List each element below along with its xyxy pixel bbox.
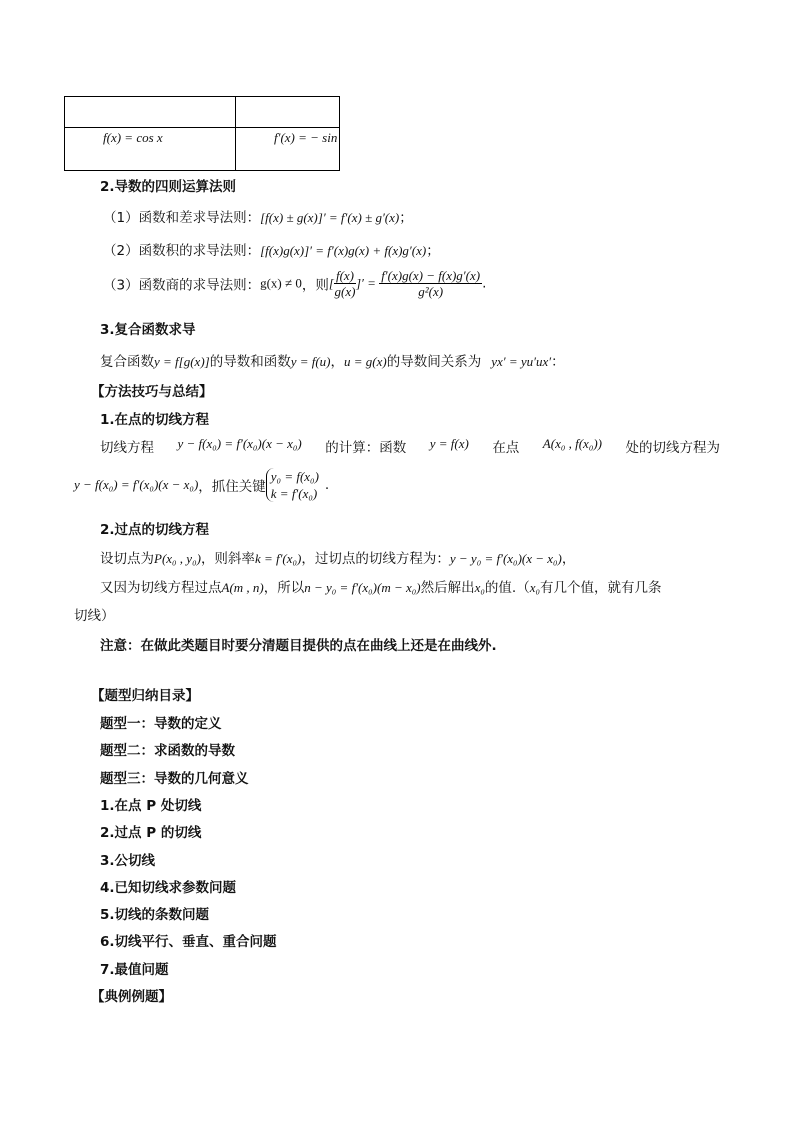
table-cell (236, 97, 340, 128)
table-cell (236, 128, 340, 171)
rule-mid: ，则 (301, 277, 329, 294)
tangent-through-point-line2: 又因为切线方程过点A(m , n)，所以n − y₀ = f′(x₀)(m − x₀)然后解出x₀的值.（x₀有几个值，就有几条 (100, 580, 662, 596)
examples-heading: 【典例例题】 (91, 989, 172, 1005)
note-text: 注意：在做此类题目时要分清题目提供的点在曲线上还是在曲线外. (100, 638, 497, 654)
catalog-item: 题型一：导数的定义 (100, 716, 222, 732)
tangent-through-point-line3: 切线） (74, 608, 115, 624)
composite-relation: 复合函数y = f[g(x)]的导数和函数y = f(u)，u = g(x)的导数间关系为 yx′ = yu′ux′： (100, 354, 565, 370)
quotient-rhs-fraction: $\frac{f'(x)g(x) - f(x)g'(x)}{\text{g²(x)}}$ (381, 268, 481, 299)
catalog-item: 题型三：导数的几何意义 (100, 771, 249, 787)
quotient-lhs-fraction: $\frac{f(x)}{g(x)}$ (334, 268, 356, 299)
tangent-at-point-line2: y − f(x₀) = f′(x₀)(x − x₀)，抓住关键 y₀ = f(x₀) k = f′(x₀) . (74, 469, 330, 501)
rule-end: ； (399, 210, 413, 226)
catalog-item: 6.切线平行、垂直、重合问题 (100, 934, 277, 950)
rule-quotient: （3）函数商的求导法则：g(x) ≠ 0，则[ $\frac{f(x)}{g(x)}$ ]′ = $\frac{f'(x)g(x) - f(x)g'(x)}{\text{g²(x)}}$ . (103, 268, 487, 299)
catalog-heading: 【题型归纳目录】 (91, 688, 199, 704)
rule-product (103, 239, 440, 259)
rule-formula: [f(x)g(x)]′ = f′(x)g(x) + f(x)g′(x) (260, 243, 427, 258)
rule-end: ； (426, 243, 440, 259)
table-cell (65, 97, 236, 128)
catalog-item: 3.公切线 (100, 853, 156, 869)
table-formula-cos: f(x) = cos x (103, 130, 163, 145)
catalog-item: 题型二：求函数的导数 (100, 743, 235, 759)
catalog-item: 5.切线的条数问题 (100, 907, 210, 923)
tangent-through-point-line1: 设切点为P(x₀ , y₀)，则斜率k = f′(x₀)，过切点的切线方程为：y − y₀ = f′(x₀)(x − x₀)， (100, 551, 576, 567)
rule-end: . (482, 275, 487, 292)
subheading-tangent-at-point: 1.在点的切线方程 (100, 412, 210, 428)
table-formula-neg-sin: f′(x) = − sin (274, 130, 338, 145)
catalog-item: 1.在点 P 处切线 (100, 798, 202, 814)
table-row (65, 128, 340, 171)
rule-label: （2）函数积的求导法则： (103, 243, 261, 259)
table-cell (65, 128, 236, 171)
table-row (65, 97, 340, 128)
key-system: y₀ = f(x₀) k = f′(x₀) (266, 468, 319, 502)
derivative-table (64, 96, 340, 171)
section-heading-arithmetic-rules: 2.导数的四则运算法则 (100, 179, 237, 195)
method-heading: 【方法技巧与总结】 (91, 384, 213, 400)
catalog-item: 7.最值问题 (100, 962, 169, 978)
rule-condition: g(x) ≠ 0 (260, 275, 302, 291)
rule-sum-difference (103, 206, 413, 226)
catalog-item: 2.过点 P 的切线 (100, 825, 202, 841)
section-heading-composite: 3.复合函数求导 (100, 322, 196, 338)
rule-label: （3）函数商的求导法则： (103, 277, 261, 294)
tangent-at-point-line1: 切线方程 y − f(x₀) = f′(x₀)(x − x₀) 的计算：函数 y = f(x) 在点 A(x₀ , f(x₀)) 处的切线方程为 (100, 436, 720, 456)
rule-label: （1）函数和差求导法则： (103, 210, 261, 226)
catalog-item: 4.已知切线求参数问题 (100, 880, 237, 896)
subheading-tangent-through-point: 2.过点的切线方程 (100, 522, 210, 538)
rule-formula: [f(x) ± g(x)]′ = f′(x) ± g′(x) (260, 210, 400, 225)
